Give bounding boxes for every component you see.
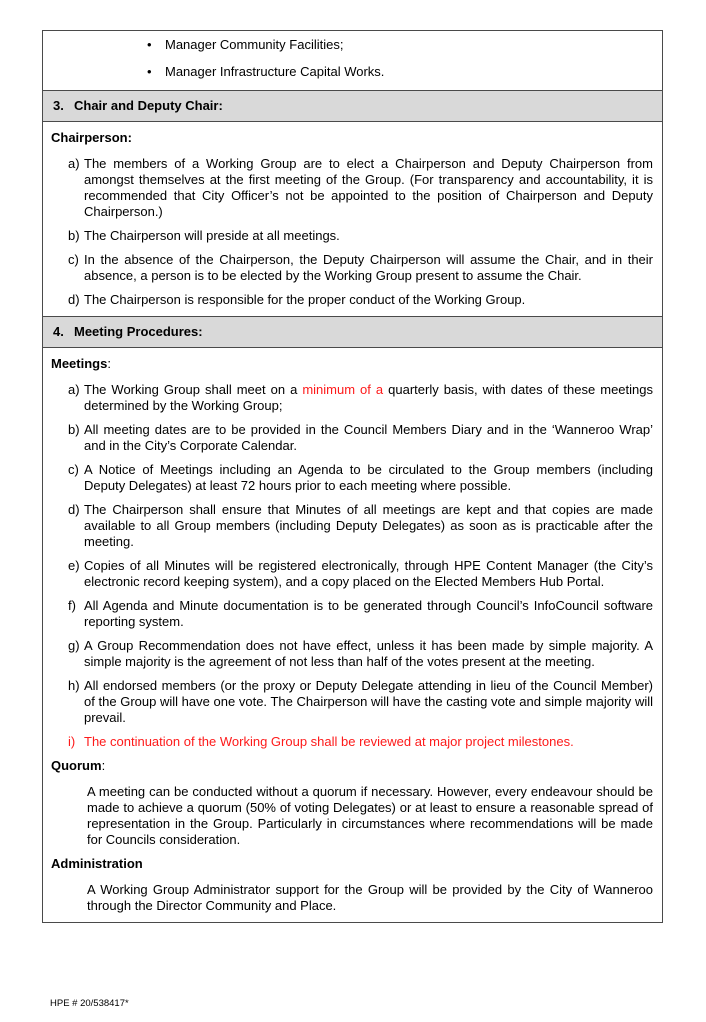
list-item bbox=[147, 37, 652, 53]
item-text: A Notice of Meetings including an Agenda to be circulated to the Group members (including Deputy Delegates) at least 72 hours prior to each meeting where possible. bbox=[84, 462, 653, 493]
quorum-heading: Quorum: bbox=[51, 758, 106, 773]
item-letter: f) bbox=[68, 598, 76, 613]
item-letter: b) bbox=[68, 422, 80, 437]
item-text: The continuation of the Working Group shall be reviewed at major project milestones. bbox=[84, 734, 574, 749]
item-letter: d) bbox=[68, 292, 80, 307]
meetings-heading: Meetings: bbox=[51, 356, 111, 371]
item-text bbox=[84, 382, 653, 414]
item-letter: h) bbox=[68, 678, 80, 693]
item-letter: d) bbox=[68, 502, 80, 517]
list-item-red bbox=[68, 734, 653, 750]
bullet-text: Manager Infrastructure Capital Works. bbox=[165, 64, 385, 79]
list-item bbox=[68, 558, 653, 590]
quorum-paragraph: A meeting can be conducted without a quorum if necessary. However, every endeavour should be made to achieve a quorum (50% of voting Delegates) or at least to ensure a reasonable spread of representation in the Group. Particularly in circumstances where recommendations will be made for Councils consideration. bbox=[87, 784, 653, 847]
item-text: A Group Recommendation does not have effect, unless it has been made by simple majority. A simple majority is the agreement of not less than half of the votes present at the meeting. bbox=[84, 638, 653, 669]
item-text-segment: quarterly basis, with dates of these meetings determined by the Working Group; bbox=[84, 382, 653, 413]
section-4-body bbox=[43, 348, 662, 922]
item-letter: g) bbox=[68, 638, 80, 653]
list-item bbox=[68, 382, 653, 414]
list-item bbox=[68, 252, 653, 284]
item-letter: b) bbox=[68, 228, 80, 243]
item-text: All endorsed members (or the proxy or Deputy Delegate attending in lieu of the Council Member) of the Group will have one vote. The Chairperson will have the casting vote and simple majority will prevail. bbox=[84, 678, 653, 725]
item-text-segment: The Working Group shall meet on a bbox=[84, 382, 303, 397]
item-letter: c) bbox=[68, 462, 79, 477]
chairperson-heading: Chairperson: bbox=[51, 130, 132, 145]
intro-bullet-row bbox=[43, 31, 662, 91]
document-reference-number: HPE # 20/538417* bbox=[50, 998, 129, 1009]
list-item bbox=[68, 598, 653, 630]
item-text: The Chairperson shall ensure that Minutes of all meetings are kept and that copies are made available to all Group members (including Deputy Delegates) as soon as is practicable after the meeting. bbox=[84, 502, 653, 549]
item-letter: c) bbox=[68, 252, 79, 267]
bullet-icon: • bbox=[147, 64, 152, 79]
list-item bbox=[68, 678, 653, 726]
item-letter: e) bbox=[68, 558, 80, 573]
item-text: All meeting dates are to be provided in the Council Members Diary and in the ‘Wanneroo Wrap’ and in the City’s Corporate Calendar. bbox=[84, 422, 653, 453]
list-item bbox=[68, 292, 653, 308]
list-item bbox=[68, 228, 653, 244]
list-item bbox=[68, 502, 653, 550]
section-4-header bbox=[43, 317, 662, 348]
item-letter: a) bbox=[68, 382, 80, 397]
administration-paragraph: A Working Group Administrator support for the Group will be provided by the City of Wanneroo through the Director Community and Place. bbox=[87, 882, 653, 913]
list-item bbox=[147, 64, 652, 80]
item-letter: i) bbox=[68, 734, 76, 749]
list-item bbox=[68, 156, 653, 220]
item-text: In the absence of the Chairperson, the Deputy Chairperson will assume the Chair, and in their absence, a person is to be elected by the Working Group present to assume the Chair. bbox=[84, 252, 653, 283]
section-3-header bbox=[43, 91, 662, 122]
administration-heading: Administration bbox=[51, 856, 143, 871]
section-title: Chair and Deputy Chair: bbox=[74, 98, 223, 113]
bullet-icon: • bbox=[147, 37, 152, 52]
item-text: All Agenda and Minute documentation is to be generated through Council’s InfoCouncil software reporting system. bbox=[84, 598, 653, 629]
section-number: 3. bbox=[53, 98, 64, 113]
item-text-red-segment: minimum of a bbox=[302, 382, 384, 397]
list-item bbox=[68, 638, 653, 670]
item-text: The Chairperson is responsible for the proper conduct of the Working Group. bbox=[84, 292, 526, 307]
item-letter: a) bbox=[68, 156, 80, 171]
item-text: Copies of all Minutes will be registered electronically, through HPE Content Manager (the City’s electronic record keeping system), and a copy placed on the Elected Members Hub Portal. bbox=[84, 558, 653, 589]
item-text: The Chairperson will preside at all meetings. bbox=[84, 228, 340, 243]
section-number: 4. bbox=[53, 324, 64, 339]
policy-table bbox=[42, 30, 663, 923]
list-item bbox=[68, 422, 653, 454]
bullet-text: Manager Community Facilities; bbox=[165, 37, 344, 52]
section-3-body bbox=[43, 122, 662, 317]
item-text: The members of a Working Group are to elect a Chairperson and Deputy Chairperson from amongst themselves at the first meeting of the Group. (For transparency and accountability, it is recommended that City Officer’s not be appointed to the position of Chairperson and Deputy Chairperson.) bbox=[84, 156, 653, 219]
section-title: Meeting Procedures: bbox=[74, 324, 203, 339]
list-item bbox=[68, 462, 653, 494]
